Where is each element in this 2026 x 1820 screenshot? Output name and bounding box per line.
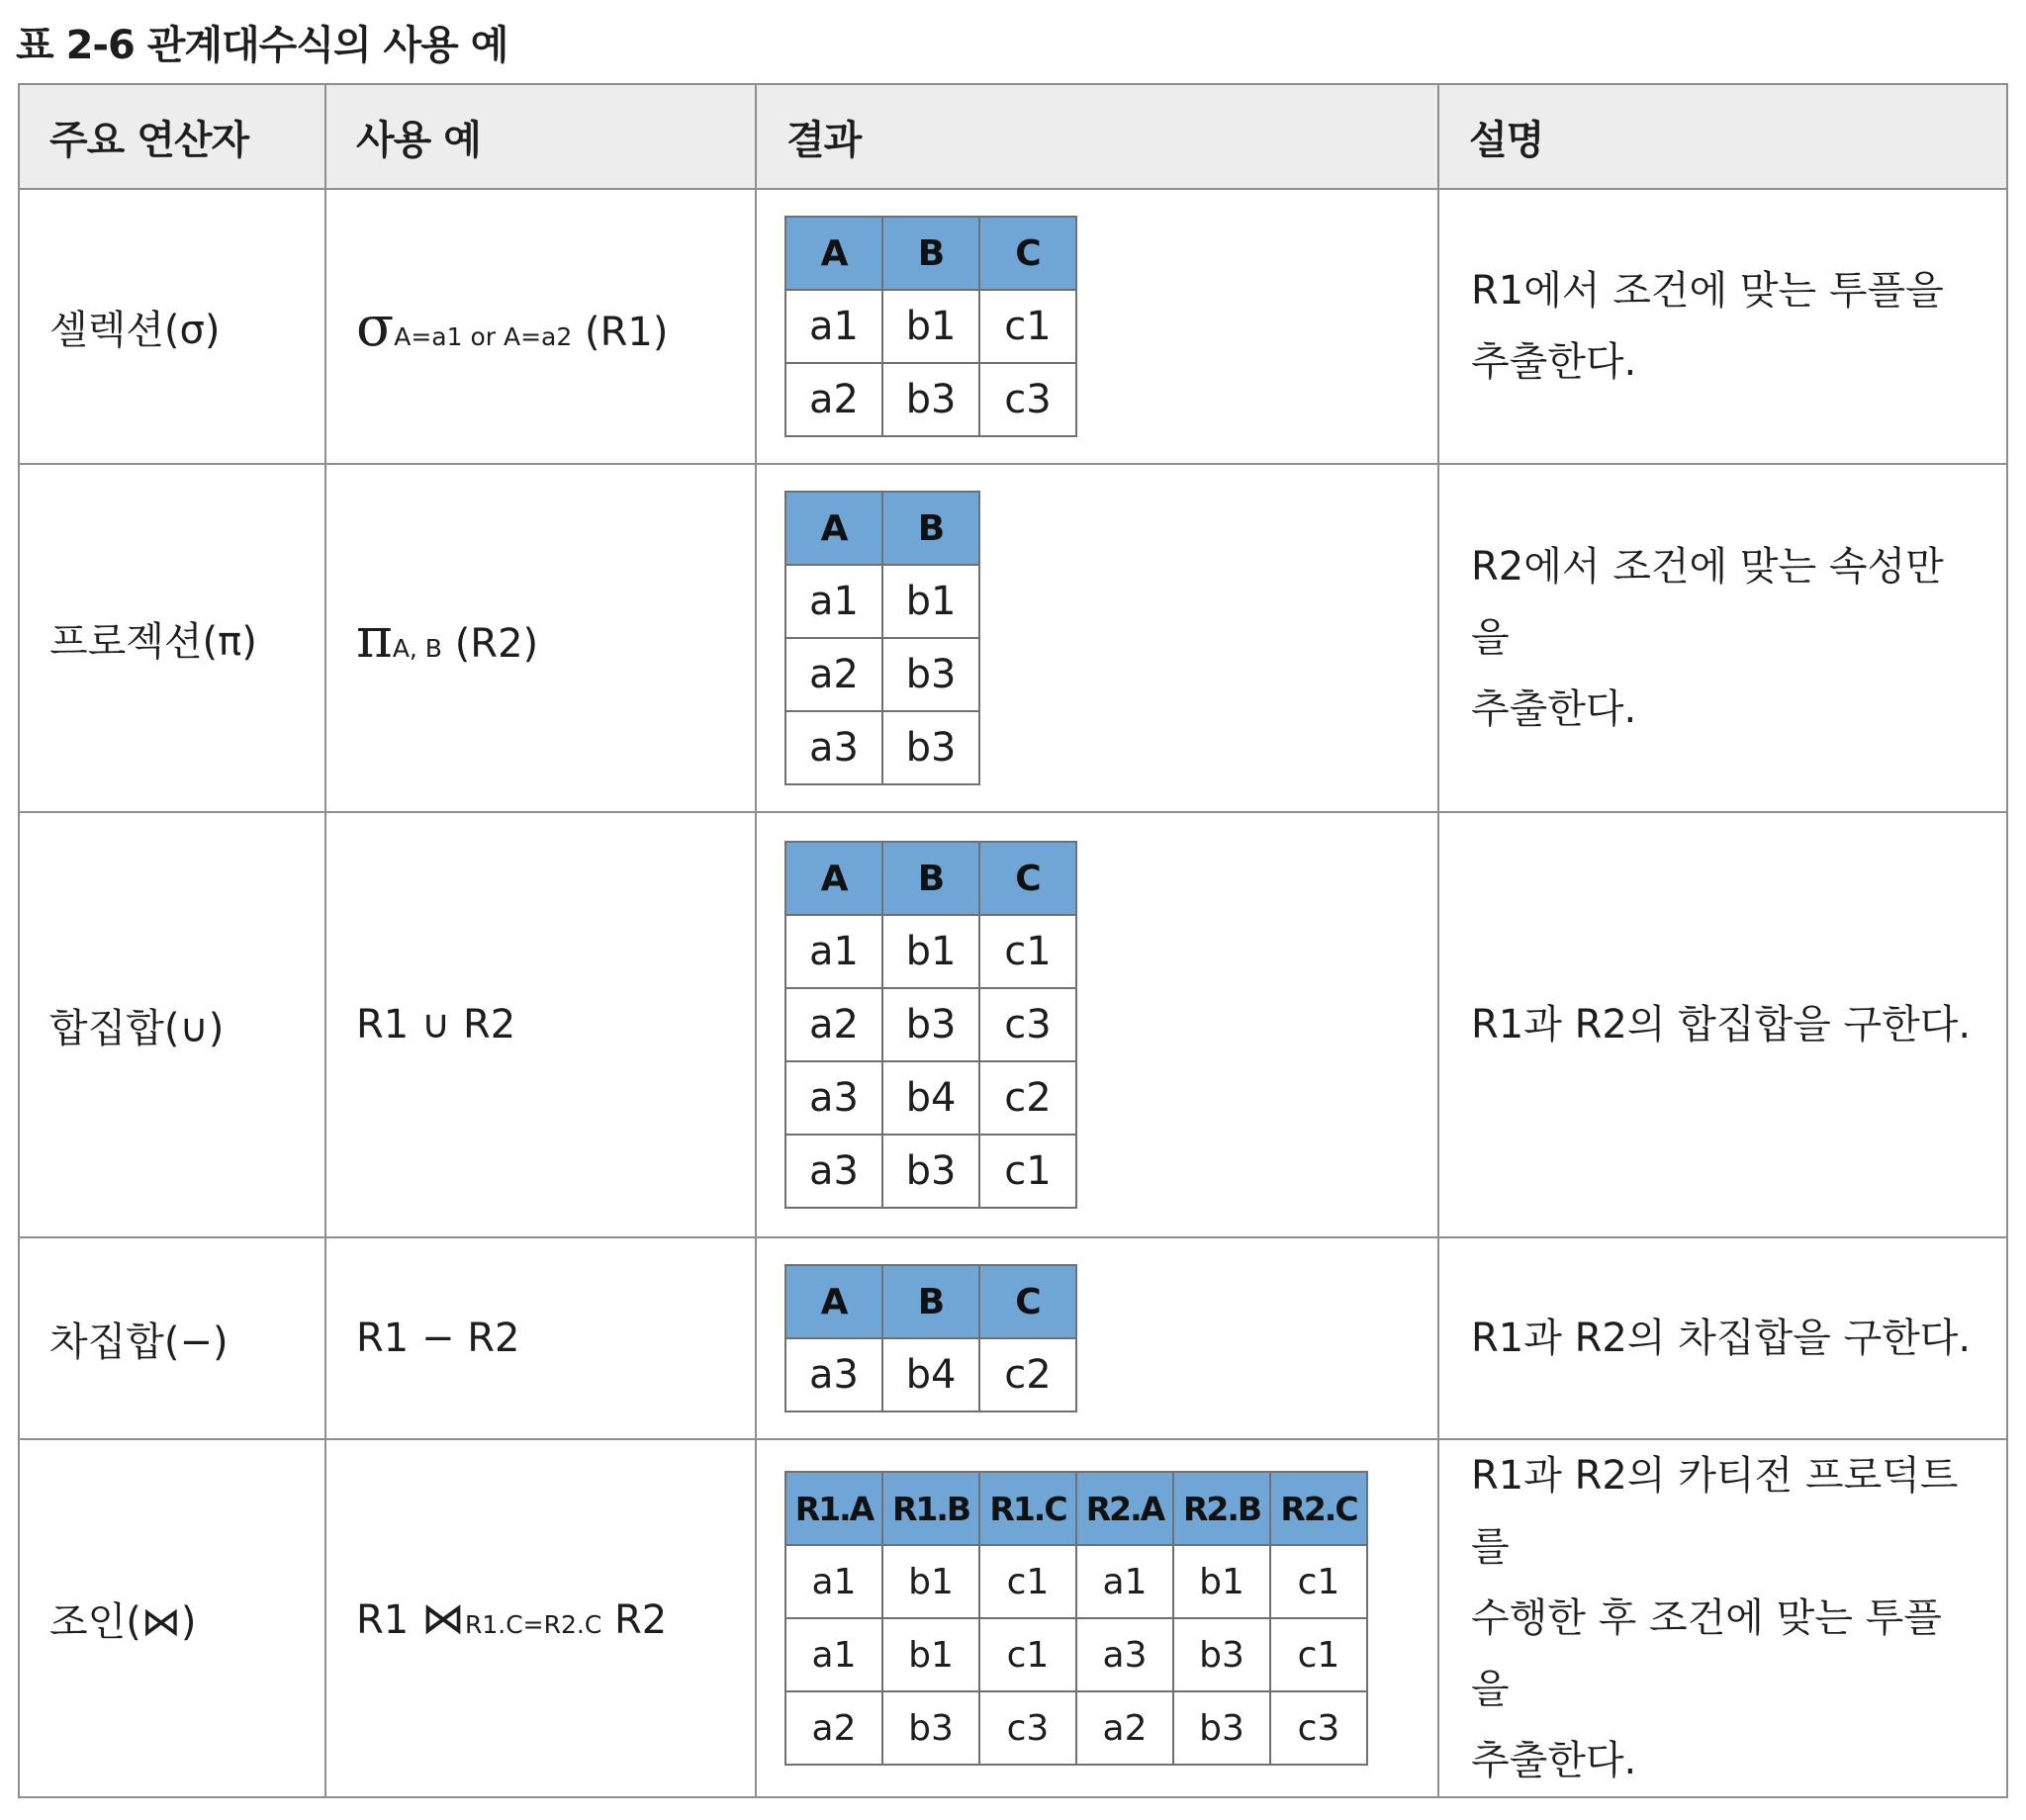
description-line: R2에서 조건에 맞는 속성만을 — [1471, 544, 1944, 661]
result-value: c1 — [1270, 1618, 1367, 1691]
result-tuple — [785, 638, 979, 711]
description-line: R1과 R2의 카티전 프로덕트를 — [1471, 1453, 1959, 1570]
result-value: a1 — [785, 565, 882, 638]
result-cell — [756, 1237, 1438, 1439]
description-line: R1과 R2의 합집합을 구한다. — [1471, 1002, 1972, 1047]
result-value: a1 — [1076, 1545, 1173, 1618]
result-tuple — [785, 1618, 1367, 1691]
result-value: b4 — [882, 1338, 979, 1411]
result-column: C — [979, 842, 1076, 915]
result-value: c2 — [979, 1338, 1076, 1411]
operator-cell: 프로젝션(π) — [19, 464, 325, 812]
result-tuple — [785, 1135, 1076, 1208]
usage-operand: (R2) — [454, 620, 539, 667]
result-column: R1.B — [882, 1472, 979, 1545]
result-value: c3 — [979, 363, 1076, 436]
result-relation — [784, 841, 1077, 1209]
usage-cell — [325, 189, 756, 464]
result-value: a2 — [785, 988, 882, 1061]
usage-operand: R2 — [601, 1596, 668, 1643]
result-value: b3 — [1173, 1618, 1270, 1691]
result-value: a1 — [785, 1545, 882, 1618]
result-column: R2.A — [1076, 1472, 1173, 1545]
result-value: c1 — [979, 1618, 1076, 1691]
usage-subscript: R1.C=R2.C — [464, 1609, 602, 1639]
result-value: a2 — [785, 638, 882, 711]
operator-cell: 조인(⋈) — [19, 1439, 325, 1797]
result-value: a1 — [785, 915, 882, 988]
table-caption: 표 2-6 관계대수식의 사용 예 — [16, 23, 508, 68]
description-cell — [1438, 1237, 2007, 1439]
description-cell — [1438, 1439, 2007, 1797]
description-line: 수행한 후 조건에 맞는 투플을 — [1471, 1595, 1942, 1712]
table-row-projection — [19, 464, 2007, 812]
usage-cell: R1 − R2 — [325, 1237, 756, 1439]
result-column: C — [979, 1265, 1076, 1338]
result-value: a3 — [785, 1061, 882, 1135]
description-line: 추출한다. — [1471, 339, 1637, 385]
result-value: c1 — [979, 1135, 1076, 1208]
result-value: a1 — [785, 290, 882, 363]
result-value: b3 — [882, 638, 979, 711]
result-value: a3 — [1076, 1618, 1173, 1691]
result-column: A — [785, 842, 882, 915]
table-row-difference — [19, 1237, 2007, 1439]
result-value: b1 — [882, 915, 979, 988]
result-value: a3 — [785, 711, 882, 784]
table-row-union — [19, 812, 2007, 1237]
result-tuple — [785, 1338, 1076, 1411]
description-cell — [1438, 812, 2007, 1237]
result-column: A — [785, 217, 882, 290]
result-tuple — [785, 915, 1076, 988]
result-tuple — [785, 1061, 1076, 1135]
header-usage: 사용 예 — [325, 84, 756, 189]
result-value: a3 — [785, 1338, 882, 1411]
result-value: a3 — [785, 1135, 882, 1208]
usage-prefix: R1 — [356, 1596, 421, 1643]
join-symbol: ⋈ — [420, 1592, 465, 1644]
usage-cell: R1 ∪ R2 — [325, 812, 756, 1237]
description-line: R1과 R2의 차집합을 구한다. — [1471, 1316, 1972, 1361]
result-relation — [784, 491, 980, 785]
result-tuple — [785, 1545, 1367, 1618]
description-cell — [1438, 464, 2007, 812]
result-column: B — [882, 842, 979, 915]
sigma-symbol: σ — [356, 294, 395, 359]
result-tuple — [785, 988, 1076, 1061]
result-column: C — [979, 217, 1076, 290]
result-value: b1 — [882, 565, 979, 638]
result-tuple — [785, 290, 1076, 363]
result-value: c3 — [979, 988, 1076, 1061]
result-value: b1 — [1173, 1545, 1270, 1618]
header-row — [19, 84, 2007, 189]
table-row-join — [19, 1439, 2007, 1797]
result-value: b1 — [882, 1618, 979, 1691]
result-value: b1 — [882, 1545, 979, 1618]
result-value: b1 — [882, 290, 979, 363]
result-tuple — [785, 565, 979, 638]
operator-cell: 차집합(−) — [19, 1237, 325, 1439]
result-value: a1 — [785, 1618, 882, 1691]
result-column: R2.C — [1270, 1472, 1367, 1545]
result-column: R1.A — [785, 1472, 882, 1545]
result-value: c1 — [979, 290, 1076, 363]
result-cell — [756, 464, 1438, 812]
result-column: B — [882, 1265, 979, 1338]
result-tuple — [785, 363, 1076, 436]
result-cell — [756, 1439, 1438, 1797]
usage-operand: (R1) — [584, 309, 669, 355]
usage-subscript: A=a1 or A=a2 — [394, 321, 573, 351]
operator-cell: 셀렉션(σ) — [19, 189, 325, 464]
operator-cell: 합집합(∪) — [19, 812, 325, 1237]
result-column: R2.B — [1173, 1472, 1270, 1545]
header-result: 결과 — [756, 84, 1438, 189]
pi-symbol: π — [356, 605, 393, 671]
header-operator: 주요 연산자 — [19, 84, 325, 189]
result-relation — [784, 216, 1077, 437]
result-value: c1 — [979, 1545, 1076, 1618]
result-value: b3 — [882, 988, 979, 1061]
result-value: c3 — [979, 1691, 1076, 1765]
result-value: c2 — [979, 1061, 1076, 1135]
result-value: a2 — [785, 1691, 882, 1765]
result-tuple — [785, 1691, 1367, 1765]
usage-subscript: A, B — [392, 633, 442, 663]
usage-cell — [325, 464, 756, 812]
result-cell — [756, 812, 1438, 1237]
description-line: 추출한다. — [1471, 686, 1637, 732]
result-value: c1 — [1270, 1545, 1367, 1618]
result-column: R1.C — [979, 1472, 1076, 1545]
header-description: 설명 — [1438, 84, 2007, 189]
result-value: a2 — [785, 363, 882, 436]
result-relation — [784, 1264, 1077, 1412]
result-column: A — [785, 492, 882, 565]
description-line: 추출한다. — [1471, 1738, 1637, 1783]
result-tuple — [785, 711, 979, 784]
result-value: b3 — [882, 711, 979, 784]
description-cell — [1438, 189, 2007, 464]
result-value: b3 — [882, 1135, 979, 1208]
result-value: b4 — [882, 1061, 979, 1135]
description-line: R1에서 조건에 맞는 투플을 — [1471, 268, 1944, 314]
relational-algebra-table — [18, 83, 2008, 1798]
result-column: B — [882, 492, 979, 565]
result-column: B — [882, 217, 979, 290]
usage-cell — [325, 1439, 756, 1797]
table-row-selection — [19, 189, 2007, 464]
result-value: b3 — [882, 363, 979, 436]
result-cell — [756, 189, 1438, 464]
result-value: c1 — [979, 915, 1076, 988]
result-column: A — [785, 1265, 882, 1338]
result-value: b3 — [1173, 1691, 1270, 1765]
result-value: a2 — [1076, 1691, 1173, 1765]
result-value: b3 — [882, 1691, 979, 1765]
result-relation — [784, 1471, 1368, 1766]
result-value: c3 — [1270, 1691, 1367, 1765]
